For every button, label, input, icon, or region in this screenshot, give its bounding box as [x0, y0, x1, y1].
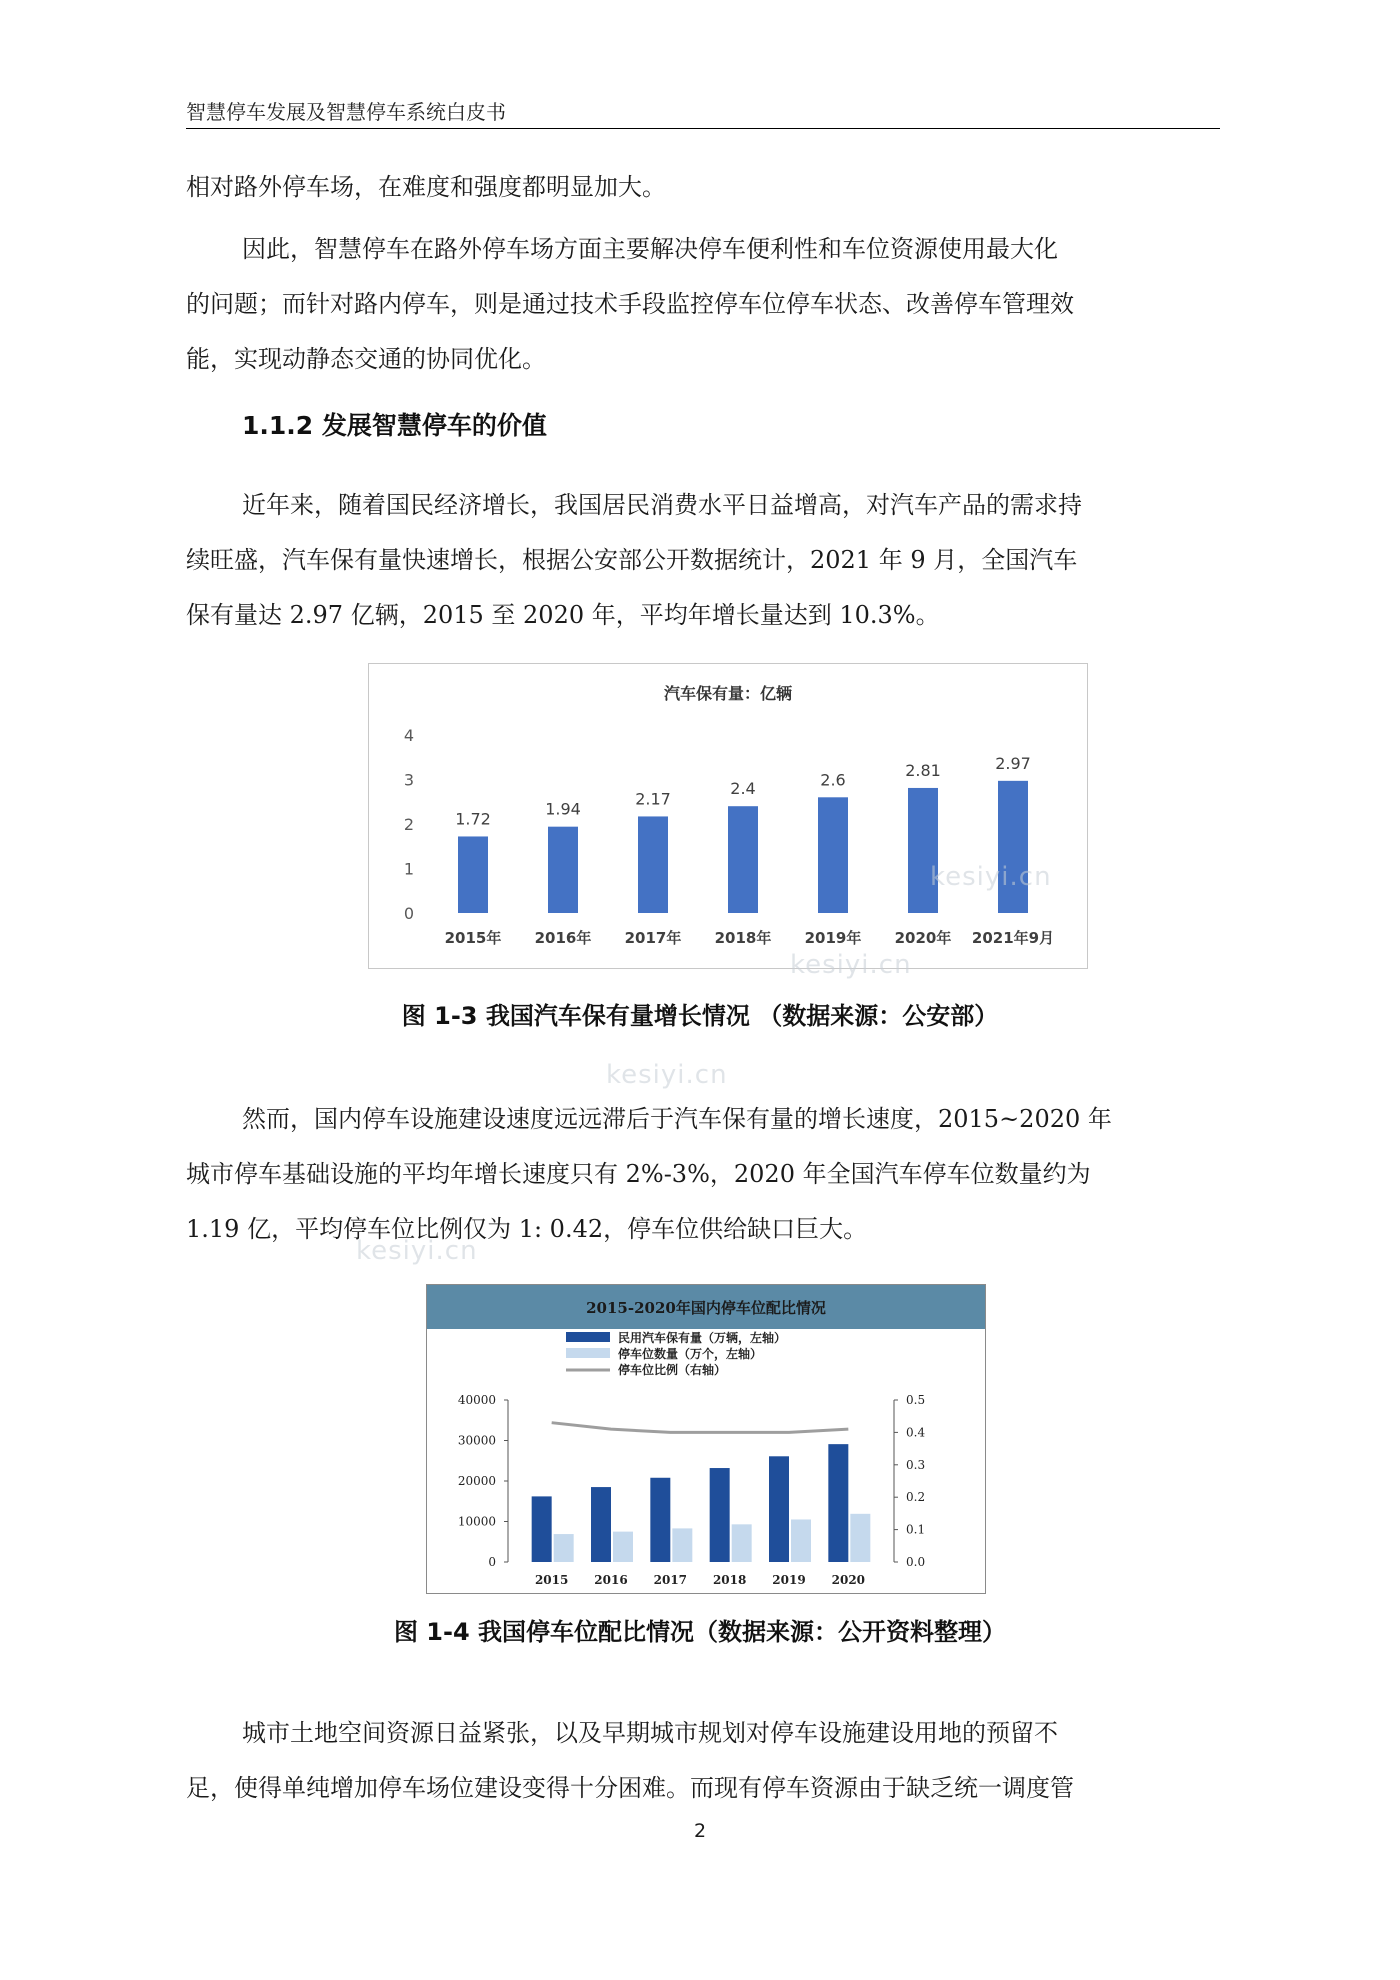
- data-label: 2.97: [995, 753, 1031, 773]
- text-line: 保有量达 2.97 亿辆，2015 至 2020 年，平均年增长量达到 10.3%。: [186, 601, 940, 629]
- bar-vehicles: [710, 1468, 730, 1562]
- y-tick-label-left: 0: [488, 1555, 496, 1569]
- y-tick-label: 0: [403, 904, 414, 923]
- paragraph-3: [186, 478, 1220, 643]
- data-label: 2.81: [905, 760, 941, 780]
- x-tick-label: 2017年: [624, 929, 682, 947]
- watermark: kesiyi.cn: [790, 950, 912, 980]
- data-label: 1.72: [455, 809, 491, 829]
- x-tick-label: 2017: [653, 1573, 688, 1587]
- y-tick-label-left: 10000: [457, 1514, 496, 1529]
- watermark: kesiyi.cn: [356, 1236, 478, 1266]
- data-label: 1.94: [545, 799, 581, 819]
- data-label: 2.17: [635, 789, 671, 809]
- bar: [818, 797, 848, 913]
- paragraph-4: [186, 1092, 1220, 1257]
- text-line: 1.19 亿，平均停车位比例仅为 1: 0.42，停车位供给缺口巨大。: [186, 1215, 868, 1243]
- text-line: 近年来，随着国民经济增长，我国居民消费水平日益增高，对汽车产品的需求持: [242, 491, 1082, 519]
- bar-parking-spaces: [672, 1528, 692, 1562]
- text-line: 能，实现动静态交通的协同优化。: [186, 345, 546, 373]
- watermark: kesiyi.cn: [930, 862, 1052, 892]
- text-line: 因此，智慧停车在路外停车场方面主要解决停车便利性和车位资源使用最大化: [242, 235, 1058, 263]
- x-tick-label: 2019年: [804, 929, 862, 947]
- bar-parking-spaces: [732, 1524, 752, 1562]
- data-label: 2.4: [730, 779, 756, 799]
- text-line: 续旺盛，汽车保有量快速增长，根据公安部公开数据统计，2021 年 9 月，全国汽车: [186, 546, 1078, 574]
- bar: [638, 816, 668, 913]
- bar: [728, 806, 758, 913]
- y-tick-label-left: 40000: [457, 1393, 496, 1407]
- y-tick-label: 2: [403, 815, 414, 834]
- bar-parking-spaces: [850, 1514, 870, 1562]
- legend-swatch: [566, 1332, 610, 1342]
- bar-parking-spaces: [613, 1532, 633, 1562]
- text-line: 然而，国内停车设施建设速度远远滞后于汽车保有量的增长速度，2015~2020 年: [242, 1105, 1112, 1133]
- running-header: 智慧停车发展及智慧停车系统白皮书: [186, 100, 506, 124]
- parking-ratio-chart: [426, 1284, 986, 1598]
- x-tick-label: 2018: [712, 1573, 747, 1587]
- y-tick-label: 1: [403, 859, 414, 879]
- bar: [998, 781, 1028, 913]
- legend-label: 民用汽车保有量（万辆，左轴）: [618, 1331, 787, 1345]
- bar-parking-spaces: [554, 1534, 574, 1562]
- bar-parking-spaces: [791, 1519, 811, 1562]
- y-tick-label-right: 0.2: [906, 1490, 926, 1505]
- y-tick-label-left: 30000: [457, 1433, 496, 1448]
- y-tick-label: 4: [403, 726, 414, 745]
- vehicle-ownership-chart: [368, 663, 1088, 973]
- paragraph-5: [186, 1706, 1220, 1816]
- bar-vehicles: [769, 1456, 789, 1562]
- bar-vehicles: [828, 1444, 848, 1562]
- x-tick-label: 2015年: [444, 929, 502, 947]
- chart-title: 2015-2020年国内停车位配比情况: [586, 1299, 826, 1317]
- x-tick-label: 2019: [772, 1573, 806, 1587]
- y-tick-label-right: 0.3: [906, 1457, 926, 1472]
- text-line: 城市土地空间资源日益紧张，以及早期城市规划对停车设施建设用地的预留不: [242, 1719, 1058, 1747]
- data-label: 2.6: [820, 770, 846, 790]
- legend-label: 停车位比例（右轴）: [618, 1363, 727, 1377]
- text-line: 足，使得单纯增加停车场位建设变得十分困难。而现有停车资源由于缺乏统一调度管: [186, 1774, 1074, 1802]
- x-tick-label: 2018年: [714, 929, 772, 947]
- y-tick-label-left: 20000: [457, 1474, 496, 1488]
- y-tick-label-right: 0.1: [906, 1522, 926, 1537]
- x-tick-label: 2021年9月: [971, 929, 1055, 947]
- chart-title: 汽车保有量：亿辆: [663, 684, 793, 703]
- bar: [548, 827, 578, 913]
- legend-swatch: [566, 1348, 610, 1358]
- text-line: 城市停车基础设施的平均年增长速度只有 2%-3%，2020 年全国汽车停车位数量约为: [186, 1160, 1091, 1188]
- figure-caption-2: 图 1-4 我国停车位配比情况（数据来源：公开资料整理）: [393, 1618, 1007, 1646]
- bar-vehicles: [650, 1478, 670, 1562]
- bar-vehicles: [591, 1487, 611, 1562]
- parking-ratio-chart-svg: [426, 1284, 986, 1594]
- x-tick-label: 2020: [831, 1573, 866, 1587]
- bar-vehicles: [532, 1496, 552, 1562]
- y-tick-label-right: 0.0: [906, 1555, 926, 1569]
- x-tick-label: 2016: [594, 1573, 628, 1587]
- x-tick-label: 2016年: [534, 929, 592, 947]
- legend-label: 停车位数量（万个，左轴）: [618, 1347, 763, 1361]
- figure-caption-1: 图 1-3 我国汽车保有量增长情况 （数据来源：公安部）: [401, 1002, 999, 1030]
- watermark: kesiyi.cn: [606, 1060, 728, 1090]
- bar: [908, 788, 938, 913]
- text-line: 相对路外停车场，在难度和强度都明显加大。: [186, 173, 666, 201]
- paragraph-1: [186, 160, 1220, 215]
- section-heading: 1.1.2 发展智慧停车的价值: [242, 411, 547, 440]
- y-tick-label: 3: [403, 770, 414, 790]
- page-number: 2: [693, 1820, 707, 1842]
- x-tick-label: 2020年: [894, 929, 952, 947]
- text-line: 的问题；而针对路内停车，则是通过技术手段监控停车位停车状态、改善停车管理效: [186, 290, 1074, 318]
- vehicle-ownership-chart-svg: [368, 663, 1088, 969]
- y-tick-label-right: 0.4: [906, 1425, 926, 1440]
- paragraph-2: [186, 222, 1220, 387]
- y-tick-label-right: 0.5: [906, 1393, 926, 1407]
- x-tick-label: 2015: [534, 1573, 569, 1587]
- header-divider: [186, 128, 1220, 129]
- bar: [458, 836, 488, 913]
